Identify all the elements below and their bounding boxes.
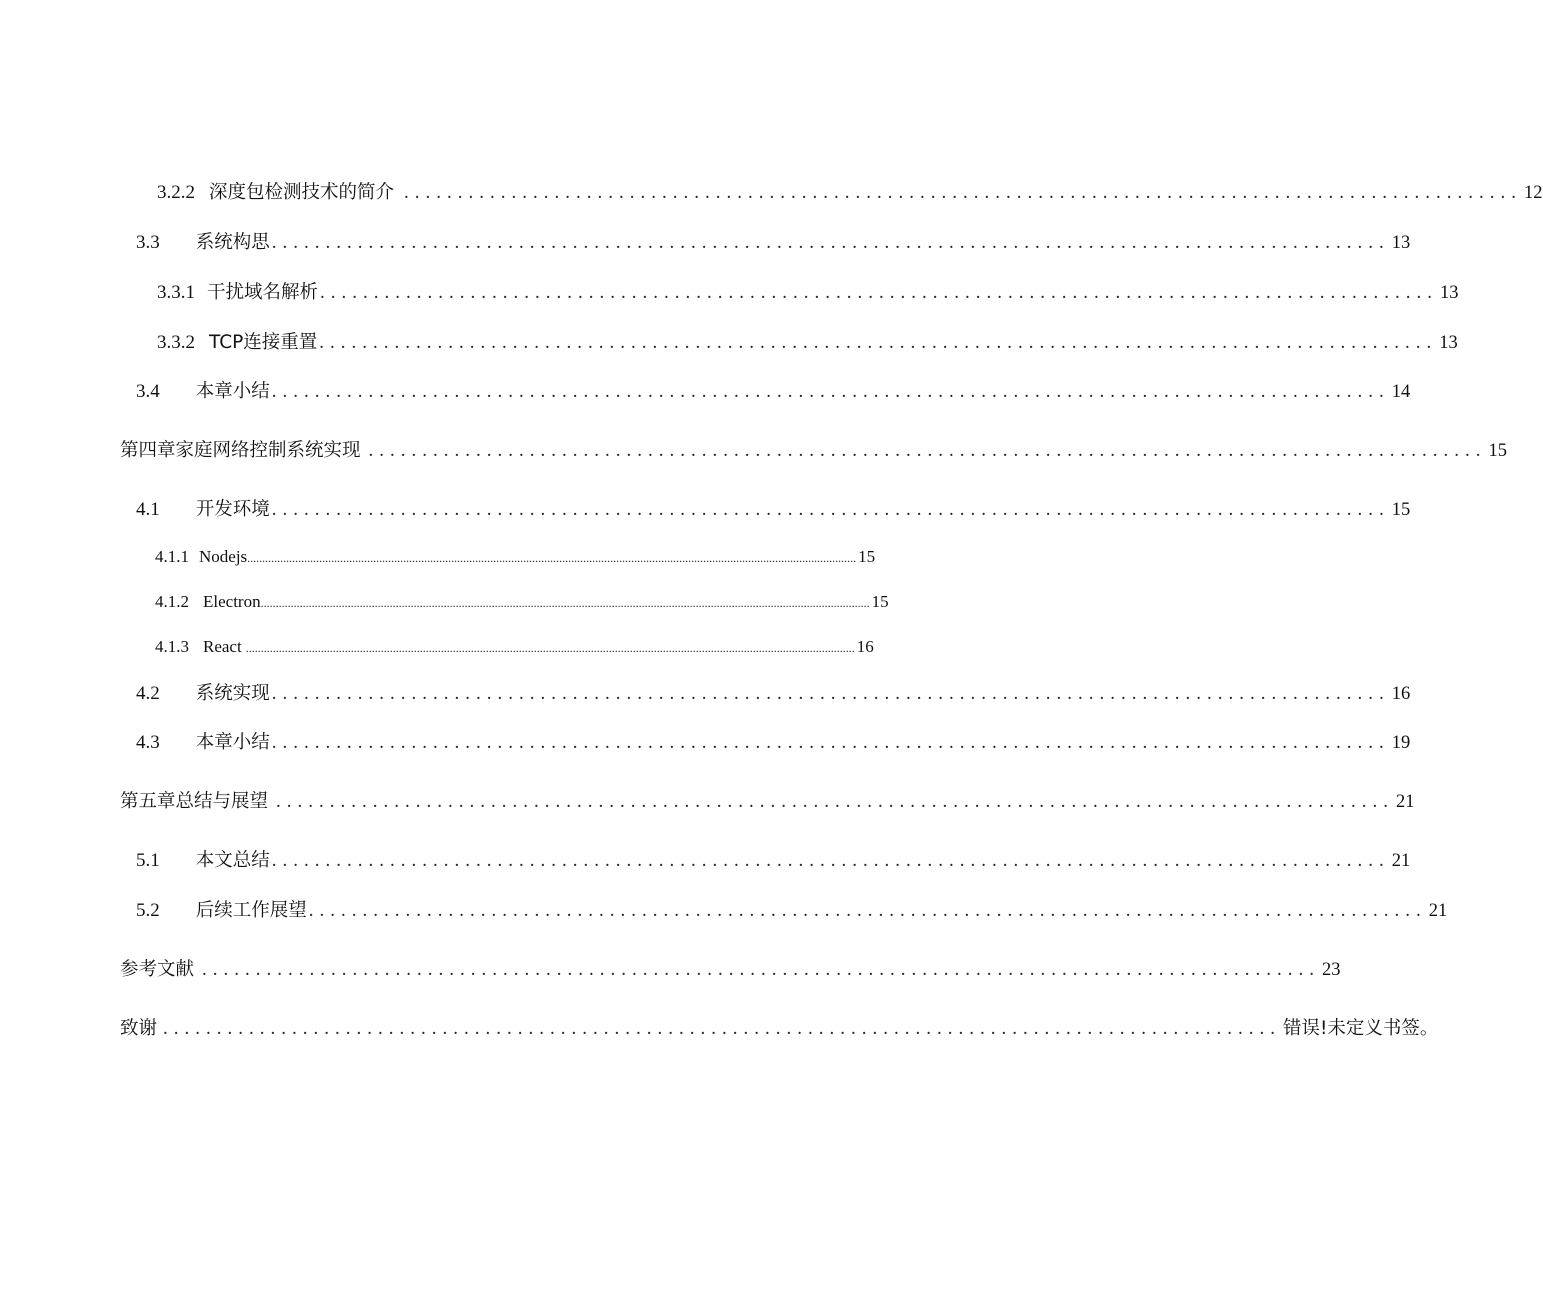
toc-entry-chapter-5[interactable] [120,790,1415,814]
toc-page-number: 14 [1391,382,1411,402]
toc-number: 3.2.2 [157,182,195,203]
toc-page-number: 21 [1428,901,1448,921]
toc-leader: ........................................................................................................ [202,959,1321,980]
toc-number: 5.1 [136,850,160,871]
toc-title: 第四章家庭网络控制系统实现 [120,440,361,461]
toc-title: 深度包检测技术的简介 [209,182,395,203]
toc-page-number: 15 [1391,500,1411,520]
toc-page-number: 16 [1391,684,1411,704]
toc-entry-acknowledgements[interactable] [120,1017,1439,1041]
toc-entry-4-2[interactable] [136,682,1411,706]
toc-entry-3-3-1[interactable] [157,281,1459,305]
toc-page-number: 21 [1396,792,1415,812]
toc-number: 4.1.2 [155,592,189,611]
toc-page-number: 19 [1391,733,1411,753]
toc-leader: ........................................................................................................ [271,499,1390,520]
toc-entry-4-1-2[interactable] [155,590,889,615]
toc-page-number: 13 [1439,333,1458,353]
toc-entry-chapter-4[interactable] [120,439,1508,463]
toc-entry-3-4[interactable] [136,380,1411,404]
toc-page-number: 16 [856,637,874,656]
toc-leader: ........................................................................................................ [271,732,1390,753]
toc-leader: ........................................................................................................ [404,182,1523,203]
toc-entry-4-1-3[interactable] [155,635,874,660]
toc-leader: ........................................................................................................ [319,332,1438,353]
toc-entry-references[interactable] [120,958,1341,982]
toc-number: 3.3.2 [157,332,195,353]
toc-leader: ........................................................................................................................................................................................................... [245,641,855,655]
toc-leader: ........................................................................................................ [276,791,1395,812]
toc-title: 开发环境 [195,499,270,520]
toc-page-number: 13 [1391,233,1411,253]
toc-entry-4-1-1[interactable] [155,545,876,570]
toc-leader: ........................................................................................................ [163,1018,1282,1039]
toc-number: 4.2 [136,683,160,704]
toc-leader: ........................................................................................................................................................................................................... [260,596,870,610]
toc-page-number: 15 [858,547,876,566]
toc-entry-3-2-2[interactable] [157,181,1543,205]
toc-number: 5.2 [136,900,160,921]
toc-entry-3-3[interactable] [136,231,1411,255]
toc-number: 3.3.1 [157,282,195,303]
toc-leader: ........................................................................................................ [308,900,1427,921]
toc-title: 本章小结 [195,732,270,753]
toc-title: 致谢 [120,1018,158,1039]
toc-number: 3.3 [136,232,160,253]
toc-leader: ........................................................................................................ [368,440,1487,461]
toc-entry-4-3[interactable] [136,731,1411,755]
toc-leader: ........................................................................................................ [320,282,1439,303]
toc-page-number: 15 [1488,441,1508,461]
toc-title: 干扰域名解析 [207,282,319,303]
toc-number: 3.4 [136,381,160,402]
toc-entry-5-1[interactable] [136,849,1411,873]
toc-title: Nodejs [199,547,248,566]
toc-page-number: 12 [1524,183,1543,203]
toc-entry-3-3-2[interactable] [157,331,1458,355]
toc-number: 4.1 [136,499,160,520]
toc-leader: ........................................................................................................ [271,683,1390,704]
toc-title: 系统实现 [195,683,270,704]
toc-page-number: 13 [1440,283,1459,303]
toc-leader: ........................................................................................................ [271,232,1390,253]
toc-title: 第五章总结与展望 [120,791,269,812]
toc-title: 后续工作展望 [195,900,307,921]
toc-error-bookmark-text: 错误!未定义书签。 [1283,1018,1439,1039]
toc-page-number: 15 [871,592,889,611]
toc-page-number: 23 [1322,960,1341,980]
toc-entry-5-2[interactable] [136,899,1448,923]
toc-leader: ........................................................................................................................................................................................................... [247,551,857,565]
toc-title: 本文总结 [195,850,270,871]
toc-title: Electron [203,592,261,611]
toc-number: 4.3 [136,732,160,753]
toc-leader: ........................................................................................................ [271,381,1390,402]
toc-title: 系统构思 [195,232,270,253]
toc-page-number: 21 [1391,851,1411,871]
toc-number: 4.1.1 [155,547,189,566]
toc-number: 4.1.3 [155,637,189,656]
toc-entry-4-1[interactable] [136,498,1411,522]
toc-title: React [203,637,242,656]
toc-title: 参考文献 [120,959,195,980]
toc-leader: ........................................................................................................ [271,850,1390,871]
toc-title: 本章小结 [195,381,270,402]
toc-title: TCP连接重置 [209,332,318,353]
